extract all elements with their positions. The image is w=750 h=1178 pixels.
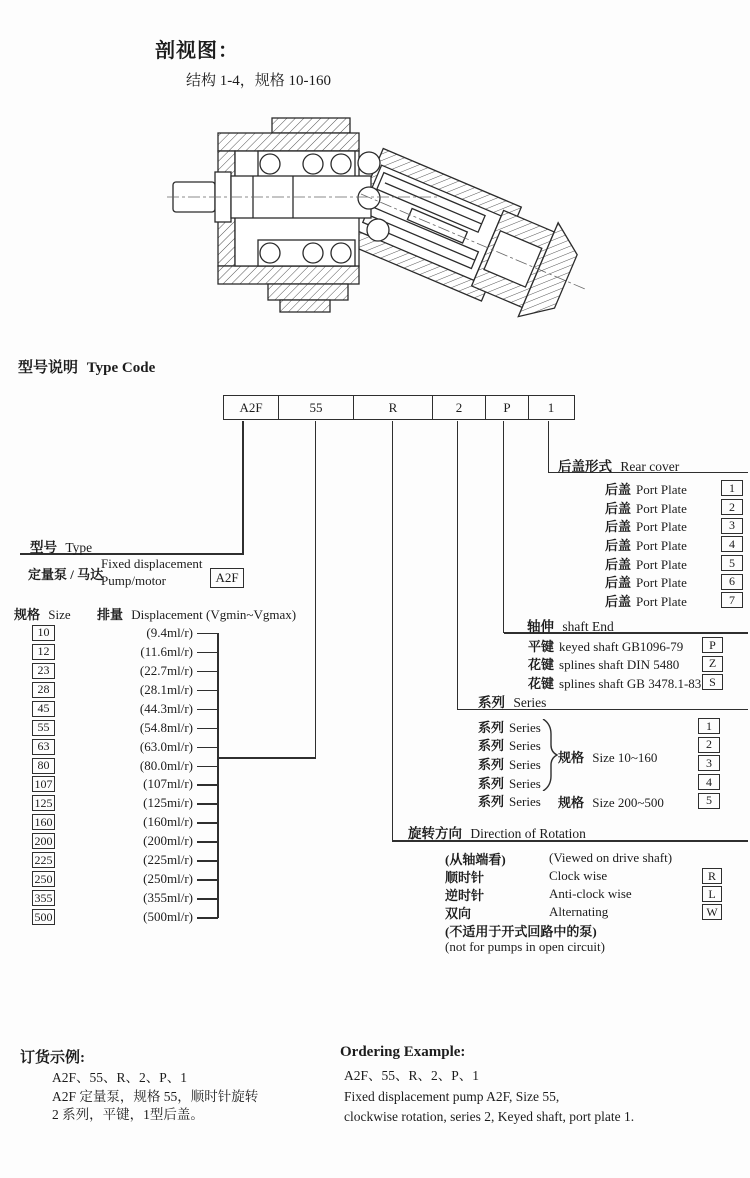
type-code-cell: 55 — [278, 395, 355, 420]
size-box: 250 — [32, 871, 55, 887]
connector-line-shaft — [503, 421, 505, 633]
type-code-heading-cn: 型号说明 — [18, 360, 79, 376]
displacement-value: (63.0ml/r) — [139, 738, 193, 754]
ordering-en-line-3: clockwise rotation, series 2, Keyed shaft, port plate 1. — [344, 1109, 635, 1125]
displacement-value: (22.7ml/r) — [139, 662, 193, 678]
size-box: 107 — [32, 776, 55, 792]
type-code-heading — [18, 356, 155, 377]
rotation-note-en: (not for pumps in open circuit) — [445, 939, 605, 954]
type-label-en1: Fixed displacement — [101, 556, 203, 571]
tick-line — [197, 747, 218, 749]
row-label-cn: 双向 — [445, 905, 472, 921]
displacement-heading-en: Displacement (Vgmin~Vgmax) — [131, 607, 297, 622]
tick-line — [197, 671, 218, 673]
code-box: W — [702, 904, 722, 920]
row-label-cn: 后盖 — [605, 556, 632, 572]
port-plate-row — [605, 591, 750, 610]
size-box: 28 — [32, 682, 55, 698]
displacement-value: (125mi/r) — [143, 795, 193, 811]
row-label-cn: 后盖 — [605, 575, 632, 591]
size-row — [20, 794, 220, 813]
shaft-end-heading-en: shaft End — [562, 619, 614, 634]
row-label-en: Port Plate — [636, 519, 687, 535]
size-box: 63 — [32, 739, 55, 755]
tick-line — [197, 803, 218, 805]
row-label-en: splines shaft GB 3478.1-83 — [559, 675, 702, 691]
tick-line — [197, 728, 218, 730]
ordering-en-line-2: Fixed displacement pump A2F, Size 55, — [344, 1088, 560, 1104]
connector-line-series — [457, 421, 459, 710]
row-label-en: Alternating — [549, 904, 609, 919]
code-box: 3 — [721, 518, 743, 534]
size-box: 12 — [32, 644, 55, 660]
page-subtitle: 结构 1-4，规格 10-160 — [186, 73, 331, 89]
connector-line-size — [315, 421, 317, 758]
series-group-label-en: Size 10~160 — [592, 750, 658, 765]
series-row5-label-en: Size 200~500 — [592, 795, 664, 810]
size-list — [20, 624, 220, 927]
port-plate-row — [605, 572, 750, 591]
series-heading-en: Series — [513, 695, 547, 710]
displacement-value: (160ml/r) — [143, 814, 193, 830]
type-label-en2: Pump/motor — [101, 573, 167, 588]
size-row — [20, 642, 220, 661]
row-label-cn: 逆时针 — [445, 887, 485, 903]
displacement-value: (225ml/r) — [143, 852, 193, 868]
ordering-cn-line-2: A2F 定量泵，规格 55，顺时针旋转 — [52, 1088, 259, 1104]
series-group-brace — [540, 719, 558, 791]
rear-cover-heading-cn: 后盖形式 — [558, 459, 612, 474]
displacement-value: (355ml/r) — [143, 890, 193, 906]
size-row — [20, 718, 220, 737]
rotation-row — [445, 885, 725, 903]
row-label-cn: 花键 — [528, 675, 555, 691]
size-box: 200 — [32, 833, 55, 849]
row-label-en: Series — [509, 756, 541, 772]
type-code-cell: A2F — [223, 395, 279, 420]
type-code-cell: 2 — [432, 395, 487, 420]
rotation-row — [445, 903, 725, 921]
size-row — [20, 870, 220, 889]
shaft-end-list — [528, 636, 728, 692]
code-box: 2 — [698, 737, 720, 753]
series-heading — [478, 691, 546, 711]
row-label-cn: 后盖 — [605, 481, 632, 497]
row-label-en: Series — [509, 738, 541, 754]
tick-line — [197, 652, 218, 654]
row-label-cn: 系列 — [478, 775, 505, 791]
code-box: L — [702, 886, 722, 902]
size-row — [20, 624, 220, 643]
row-label-en: Port Plate — [636, 556, 687, 572]
size-row — [20, 699, 220, 718]
series-row5-label — [558, 792, 664, 811]
row-label-en: Port Plate — [636, 575, 687, 591]
size-box: 500 — [32, 909, 55, 925]
code-box: 6 — [721, 574, 743, 590]
rotation-heading-en: Direction of Rotation — [470, 826, 586, 841]
code-box: 1 — [721, 480, 743, 496]
rotation-note-cn: (不适用于开式回路中的泵) — [445, 924, 597, 939]
tick-line — [197, 690, 218, 692]
ordering-example-cn-body — [52, 1069, 258, 1125]
type-code-cell: R — [353, 395, 433, 420]
displacement-value: (250ml/r) — [143, 871, 193, 887]
type-code-cell: 1 — [528, 395, 575, 420]
size-box: 23 — [32, 663, 55, 679]
row-label-cn: 顺时针 — [445, 869, 485, 885]
shaft-end-heading — [527, 615, 614, 635]
rear-cover-list — [605, 479, 750, 610]
code-box: 2 — [721, 499, 743, 515]
row-label-cn: 平键 — [528, 638, 555, 654]
size-row — [20, 813, 220, 832]
tick-line — [197, 860, 218, 862]
displacement-value: (500ml/r) — [143, 909, 193, 925]
row-label-cn: 系列 — [478, 738, 505, 754]
type-code-cell: P — [485, 395, 529, 420]
rotation-heading-cn: 旋转方向 — [408, 826, 462, 841]
type-heading-cn: 型号 — [30, 540, 57, 555]
row-label-en: Port Plate — [636, 500, 687, 516]
displacement-value: (200ml/r) — [143, 833, 193, 849]
port-plate-row — [605, 479, 750, 498]
shaft-end-row — [528, 655, 728, 674]
code-box: 5 — [698, 793, 720, 809]
row-label-cn: (从轴端看) — [445, 851, 506, 867]
ordering-example-en-heading: Ordering Example: — [340, 1044, 466, 1060]
displacement-value: (107ml/r) — [143, 776, 193, 792]
size-row — [20, 908, 220, 927]
code-box: 7 — [721, 592, 743, 608]
size-column-heading-en: Size — [48, 607, 71, 622]
row-label-en: keyed shaft GB1096-79 — [559, 638, 684, 654]
rear-cover-heading-en: Rear cover — [620, 459, 680, 474]
ordering-cn-line-3: 2 系列，平键，1型后盖。 — [52, 1107, 204, 1123]
series-group-label-cn: 规格 — [558, 750, 585, 765]
rotation-heading — [408, 822, 586, 842]
shaft-end-row — [528, 636, 728, 655]
port-plate-row — [605, 498, 750, 517]
page-title: 剖视图： — [155, 40, 239, 62]
size-box: 45 — [32, 701, 55, 717]
series-heading-cn: 系列 — [478, 695, 505, 710]
row-label-en: splines shaft DIN 5480 — [559, 657, 680, 673]
shaft-end-heading-cn: 轴伸 — [527, 619, 554, 634]
rotation-list — [445, 849, 725, 921]
row-label-cn: 后盖 — [605, 500, 632, 516]
size-row — [20, 737, 220, 756]
size-box: 125 — [32, 795, 55, 811]
row-label-cn: 系列 — [478, 794, 505, 810]
displacement-value: (44.3ml/r) — [139, 700, 193, 716]
displacement-value: (28.1ml/r) — [139, 681, 193, 697]
type-label-cn: 定量泵 / 马达 — [28, 567, 104, 582]
code-box: Z — [702, 656, 723, 672]
size-row — [20, 832, 220, 851]
code-box: 3 — [698, 755, 720, 771]
tick-line — [197, 766, 218, 768]
size-column-heading — [14, 604, 71, 623]
row-label-en: Clock wise — [549, 868, 608, 883]
size-row — [20, 756, 220, 775]
pump-sectional-drawing — [163, 106, 593, 351]
code-box: 1 — [698, 718, 720, 734]
code-box: S — [702, 674, 723, 690]
tick-line — [197, 633, 218, 635]
ordering-example-cn-heading: 订货示例: — [20, 1050, 85, 1066]
displacement-value: (80.0ml/r) — [139, 757, 193, 773]
tick-line — [197, 822, 218, 824]
code-box: 4 — [698, 774, 720, 790]
ordering-cn-line-1: A2F、55、R、2、P、1 — [52, 1070, 188, 1085]
port-plate-row — [605, 516, 750, 535]
size-row — [20, 661, 220, 680]
displacement-value: (11.6ml/r) — [140, 643, 193, 659]
tick-line — [197, 709, 218, 711]
tick-line — [197, 841, 218, 843]
ordering-en-line-1: A2F、55、R、2、P、1 — [344, 1068, 480, 1083]
row-label-en: Port Plate — [636, 537, 687, 553]
displacement-heading — [97, 604, 296, 623]
tick-line — [197, 917, 218, 919]
type-code-table — [223, 395, 575, 420]
code-box: P — [702, 637, 723, 653]
series-row5-label-cn: 规格 — [558, 795, 585, 810]
size-row — [20, 680, 220, 699]
row-label-en: Series — [509, 794, 541, 810]
tick-line — [197, 879, 218, 881]
code-box: 4 — [721, 536, 743, 552]
size-box: 80 — [32, 758, 55, 774]
row-label-en: Anti-clock wise — [549, 886, 632, 901]
connector-line-type — [242, 421, 244, 554]
code-box: 5 — [721, 555, 743, 571]
type-heading — [30, 536, 92, 556]
displacement-value: (54.8ml/r) — [139, 719, 193, 735]
displacement-value: (9.4ml/r) — [146, 624, 193, 640]
row-label-cn: 系列 — [478, 719, 505, 735]
type-code-heading-en: Type Code — [86, 360, 156, 376]
tick-line — [197, 898, 218, 900]
size-box: 355 — [32, 890, 55, 906]
row-label-en: Port Plate — [636, 481, 687, 497]
size-column-heading-cn: 规格 — [14, 607, 41, 622]
row-label-en: Series — [509, 719, 541, 735]
series-row — [478, 717, 728, 736]
connector-line-rotation — [392, 421, 394, 841]
code-box: R — [702, 868, 722, 884]
size-row — [20, 889, 220, 908]
size-box: 225 — [32, 852, 55, 868]
type-heading-en: Type — [65, 540, 93, 555]
rotation-row — [445, 867, 725, 885]
tick-line — [197, 784, 218, 786]
size-box: 55 — [32, 720, 55, 736]
shaft-end-row — [528, 673, 728, 692]
type-code-box: A2F — [210, 568, 244, 588]
series-row — [478, 773, 728, 792]
size-box: 10 — [32, 625, 55, 641]
size-box: 160 — [32, 814, 55, 830]
connector-line-rear-cover — [548, 421, 550, 473]
rear-cover-heading — [558, 455, 679, 475]
row-label-cn: 后盖 — [605, 519, 632, 535]
row-label-cn: 后盖 — [605, 593, 632, 609]
row-label-en: Series — [509, 775, 541, 791]
series-group-label — [558, 747, 657, 766]
port-plate-row — [605, 535, 750, 554]
rotation-row — [445, 849, 725, 867]
size-join-line — [217, 757, 316, 759]
row-label-en: Port Plate — [636, 593, 687, 609]
port-plate-row — [605, 554, 750, 573]
size-row — [20, 851, 220, 870]
size-row — [20, 775, 220, 794]
row-label-en: (Viewed on drive shaft) — [549, 850, 673, 865]
displacement-heading-cn: 排量 — [97, 607, 124, 622]
row-label-cn: 后盖 — [605, 537, 632, 553]
row-label-cn: 系列 — [478, 756, 505, 772]
row-label-cn: 花键 — [528, 657, 555, 673]
ordering-example-en-body — [344, 1066, 634, 1128]
